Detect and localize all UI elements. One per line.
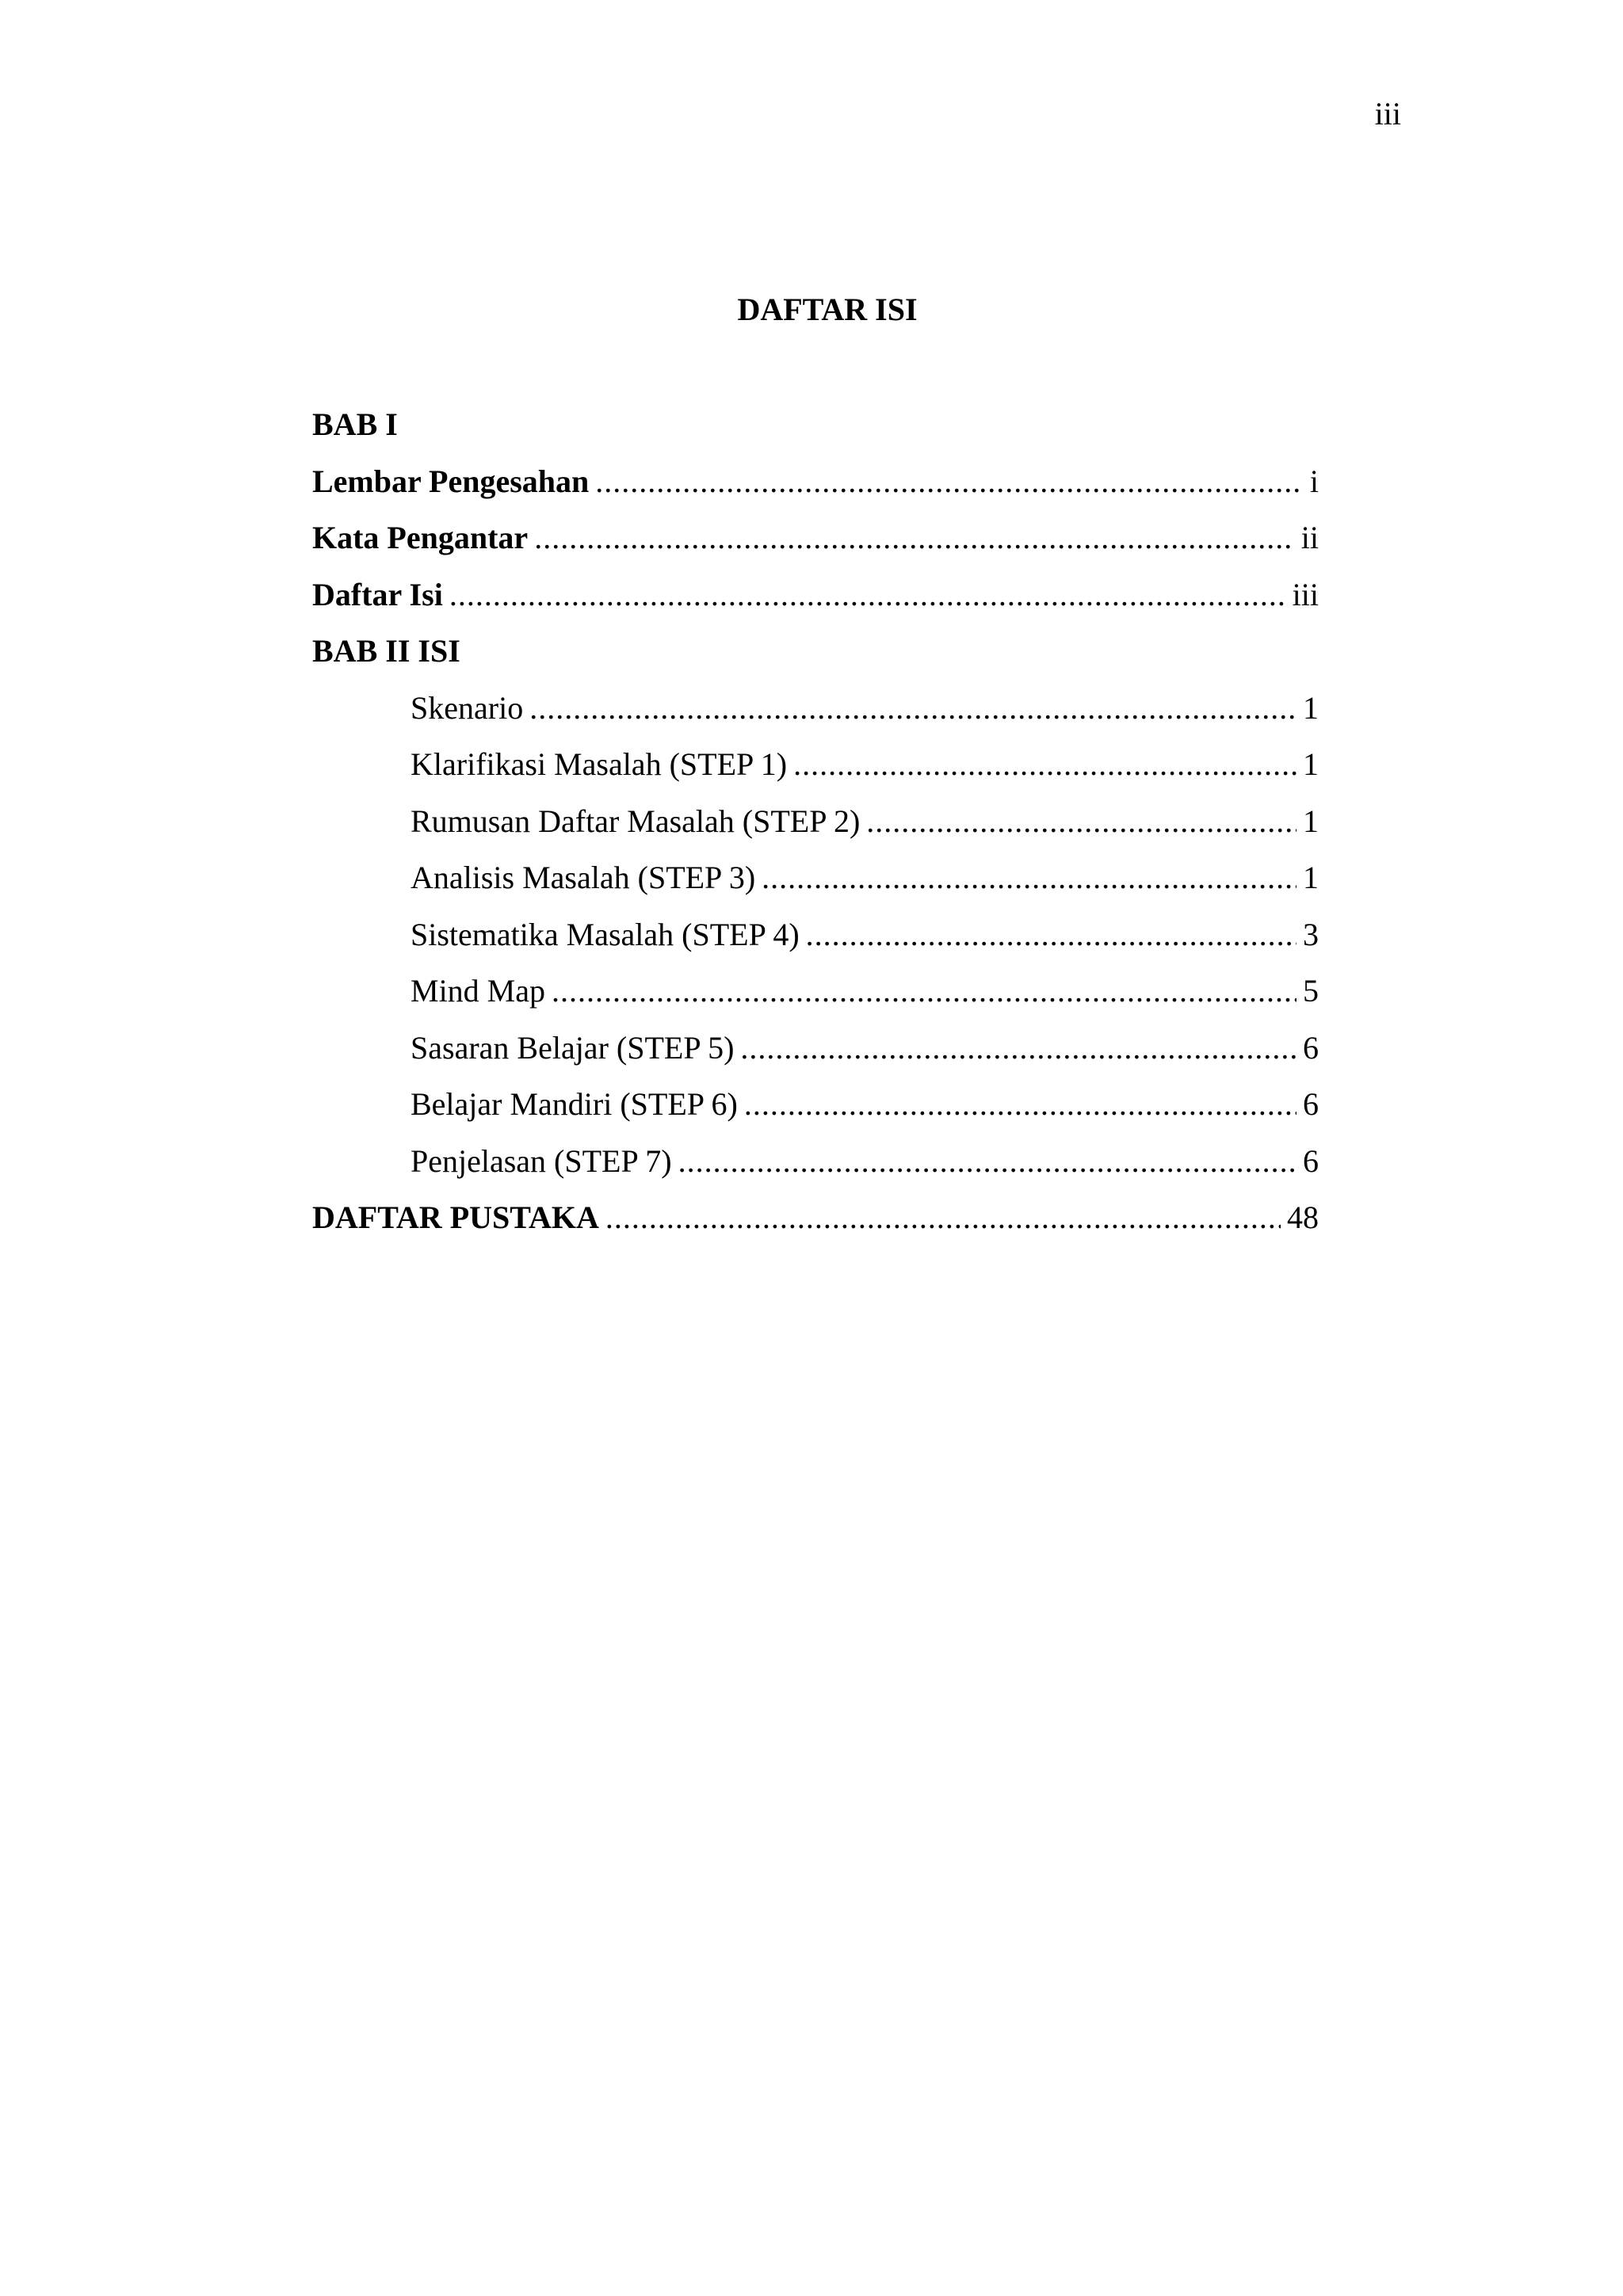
toc-entry-label: Rumusan Daftar Masalah (STEP 2)	[411, 805, 861, 839]
toc-leader-dots	[595, 466, 1304, 498]
toc-section-heading[interactable]	[312, 635, 1319, 692]
toc-entry-label: Mind Map	[411, 975, 545, 1009]
toc-entry[interactable]	[312, 806, 1319, 863]
toc-entry[interactable]	[312, 1032, 1319, 1089]
toc-entry-label: Analisis Masalah (STEP 3)	[411, 862, 756, 895]
toc-entry[interactable]	[312, 1202, 1319, 1259]
toc-entry-page: 1	[1303, 805, 1319, 839]
toc-leader-dots	[740, 1032, 1296, 1064]
toc-entry-page: 3	[1303, 918, 1319, 952]
toc-entry-label: Sistematika Masalah (STEP 4)	[411, 918, 800, 952]
toc-entry[interactable]	[312, 1089, 1319, 1146]
toc-leader-dots	[762, 862, 1296, 894]
toc-entry-page: 6	[1303, 1145, 1319, 1179]
toc-entry-label: Skenario	[411, 692, 524, 726]
toc-entry[interactable]	[312, 919, 1319, 976]
toc-leader-dots	[678, 1146, 1296, 1177]
toc-leader-dots	[806, 919, 1296, 951]
toc-entry-label: BAB I	[312, 409, 398, 442]
toc-entry-page: iii	[1292, 578, 1319, 612]
toc-entry-page: 1	[1303, 749, 1319, 782]
toc-entry-label: Klarifikasi Masalah (STEP 1)	[411, 749, 788, 782]
toc-entry-page: i	[1309, 465, 1319, 499]
toc-entry-label: Daftar Isi	[312, 578, 443, 612]
toc-entry-label: Belajar Mandiri (STEP 6)	[411, 1089, 738, 1122]
page-title: DAFTAR ISI	[737, 292, 918, 327]
toc-leader-dots	[793, 749, 1296, 780]
toc-entry-page: 6	[1303, 1032, 1319, 1066]
toc-leader-dots	[534, 522, 1295, 554]
table-of-contents	[312, 409, 1319, 1259]
toc-leader-dots	[605, 1202, 1281, 1234]
toc-entry-label: DAFTAR PUSTAKA	[312, 1202, 599, 1235]
toc-entry-label: Kata Pengantar	[312, 522, 529, 555]
toc-entry-page: 1	[1303, 692, 1319, 726]
toc-leader-dots	[529, 692, 1296, 724]
toc-entry-label: Lembar Pengesahan	[312, 465, 590, 499]
toc-entry[interactable]	[312, 1146, 1319, 1203]
toc-entry-page: ii	[1300, 522, 1319, 555]
toc-entry-label: Penjelasan (STEP 7)	[411, 1145, 672, 1179]
toc-entry-label: BAB II ISI	[312, 635, 460, 669]
toc-entry[interactable]	[312, 862, 1319, 919]
toc-entry[interactable]	[312, 749, 1319, 806]
page-number: iii	[1374, 96, 1401, 132]
toc-entry-page: 48	[1287, 1202, 1319, 1235]
toc-leader-dots	[866, 806, 1296, 837]
toc-entry-page: 1	[1303, 862, 1319, 895]
toc-entry-page: 5	[1303, 975, 1319, 1009]
toc-section-heading[interactable]	[312, 409, 1319, 466]
toc-entry[interactable]	[312, 692, 1319, 749]
toc-entry-label: Sasaran Belajar (STEP 5)	[411, 1032, 735, 1066]
toc-leader-dots	[744, 1089, 1296, 1120]
toc-entry[interactable]	[312, 522, 1319, 579]
toc-leader-dots	[449, 579, 1286, 611]
toc-entry-page: 6	[1303, 1089, 1319, 1122]
toc-entry[interactable]	[312, 975, 1319, 1032]
toc-entry[interactable]	[312, 579, 1319, 636]
toc-leader-dots	[552, 975, 1296, 1007]
toc-entry[interactable]	[312, 466, 1319, 523]
